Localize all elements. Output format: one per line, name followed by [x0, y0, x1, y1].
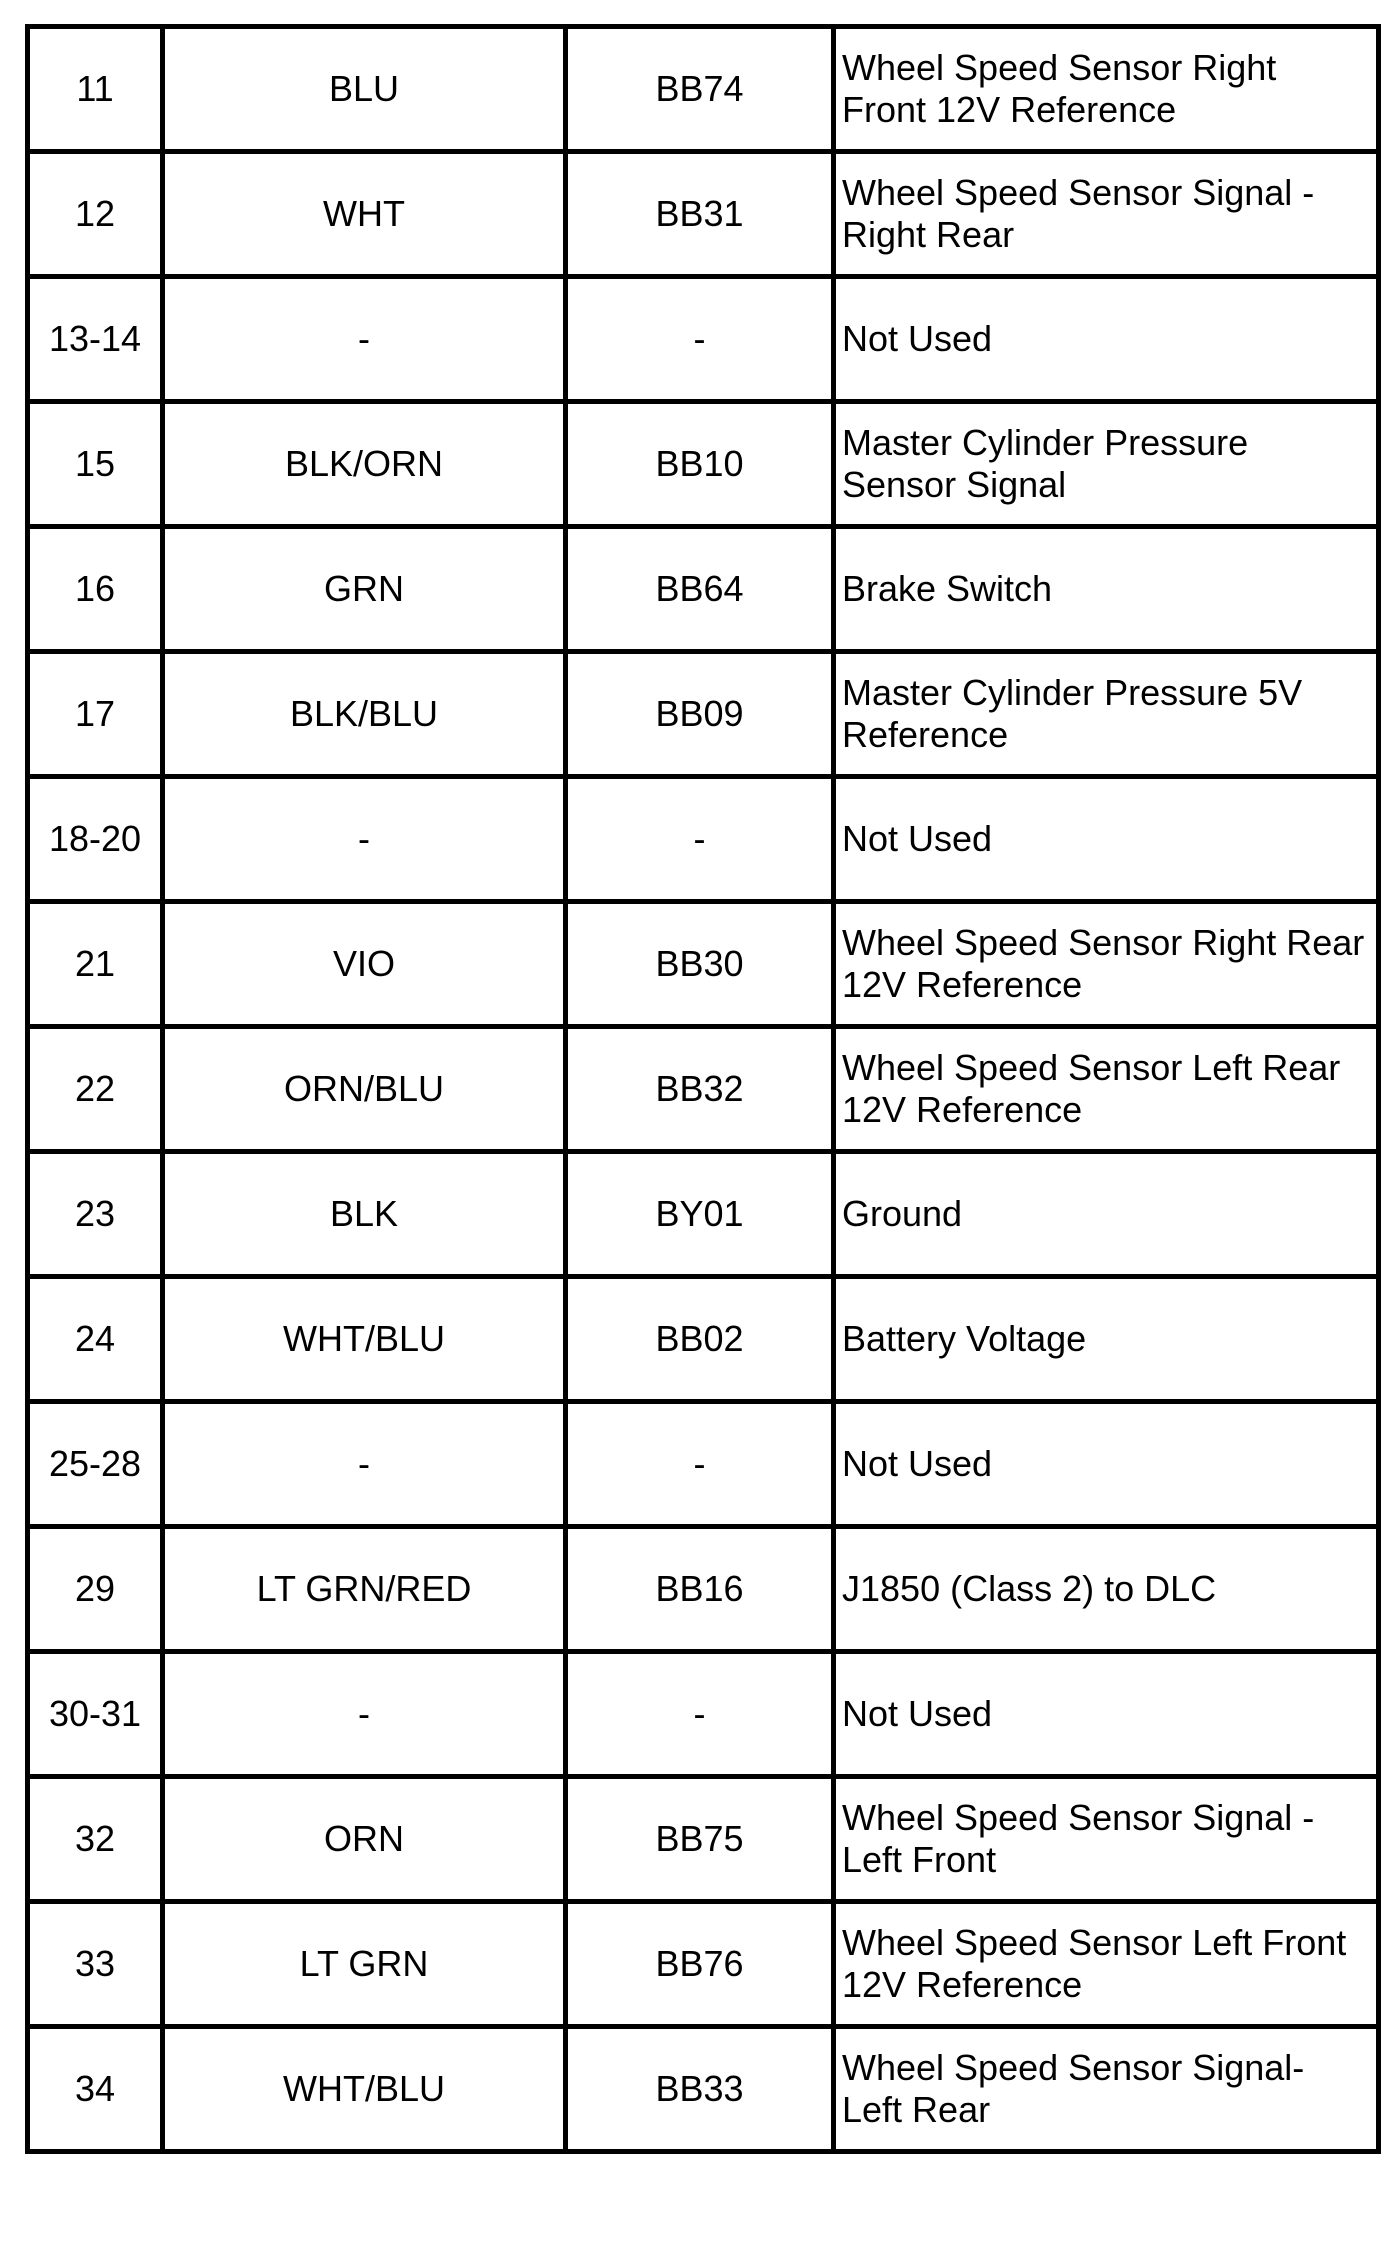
pin-cell: 21: [28, 902, 163, 1027]
table-row: [28, 1277, 1379, 1402]
pin-cell: 25-28: [28, 1402, 163, 1527]
pin-cell: 11: [28, 27, 163, 152]
pin-cell: 30-31: [28, 1652, 163, 1777]
function-cell: Wheel Speed Sensor Signal - Left Front: [834, 1777, 1379, 1902]
wire-color-cell: -: [163, 1402, 566, 1527]
function-cell: Not Used: [834, 777, 1379, 902]
table-row: [28, 1402, 1379, 1527]
table-row: [28, 1527, 1379, 1652]
wire-color-cell: WHT/BLU: [163, 2027, 566, 2152]
pin-cell: 22: [28, 1027, 163, 1152]
function-cell: Not Used: [834, 1652, 1379, 1777]
pin-cell: 32: [28, 1777, 163, 1902]
pin-cell: 15: [28, 402, 163, 527]
table-row: [28, 402, 1379, 527]
pin-cell: 16: [28, 527, 163, 652]
circuit-cell: BB10: [566, 402, 834, 527]
pin-cell: 29: [28, 1527, 163, 1652]
table-row: [28, 1652, 1379, 1777]
function-cell: Not Used: [834, 1402, 1379, 1527]
circuit-cell: -: [566, 1652, 834, 1777]
wire-color-cell: WHT: [163, 152, 566, 277]
circuit-cell: BB02: [566, 1277, 834, 1402]
function-cell: Wheel Speed Sensor Signal - Right Rear: [834, 152, 1379, 277]
function-cell: Brake Switch: [834, 527, 1379, 652]
pin-cell: 12: [28, 152, 163, 277]
function-cell: Not Used: [834, 277, 1379, 402]
table-row: [28, 277, 1379, 402]
pin-cell: 33: [28, 1902, 163, 2027]
wire-color-cell: LT GRN: [163, 1902, 566, 2027]
circuit-cell: BB76: [566, 1902, 834, 2027]
table-row: [28, 1902, 1379, 2027]
circuit-cell: BB74: [566, 27, 834, 152]
function-cell: Wheel Speed Sensor Right Rear 12V Reference: [834, 902, 1379, 1027]
function-cell: J1850 (Class 2) to DLC: [834, 1527, 1379, 1652]
circuit-cell: BB64: [566, 527, 834, 652]
function-cell: Battery Voltage: [834, 1277, 1379, 1402]
function-cell: Wheel Speed Sensor Right Front 12V Reference: [834, 27, 1379, 152]
pin-cell: 24: [28, 1277, 163, 1402]
function-cell: Master Cylinder Pressure 5V Reference: [834, 652, 1379, 777]
circuit-cell: -: [566, 1402, 834, 1527]
function-cell: Wheel Speed Sensor Signal- Left Rear: [834, 2027, 1379, 2152]
table-row: [28, 1777, 1379, 1902]
pinout-table: [25, 24, 1381, 2154]
wire-color-cell: BLK/BLU: [163, 652, 566, 777]
pin-cell: 34: [28, 2027, 163, 2152]
circuit-cell: BB30: [566, 902, 834, 1027]
circuit-cell: BB75: [566, 1777, 834, 1902]
circuit-cell: BB33: [566, 2027, 834, 2152]
circuit-cell: BB16: [566, 1527, 834, 1652]
pinout-table-body: [28, 27, 1379, 2152]
wire-color-cell: -: [163, 1652, 566, 1777]
table-row: [28, 2027, 1379, 2152]
wire-color-cell: ORN: [163, 1777, 566, 1902]
wire-color-cell: -: [163, 277, 566, 402]
table-row: [28, 1027, 1379, 1152]
circuit-cell: BY01: [566, 1152, 834, 1277]
circuit-cell: -: [566, 777, 834, 902]
function-cell: Ground: [834, 1152, 1379, 1277]
pin-cell: 13-14: [28, 277, 163, 402]
wire-color-cell: LT GRN/RED: [163, 1527, 566, 1652]
circuit-cell: BB32: [566, 1027, 834, 1152]
function-cell: Wheel Speed Sensor Left Front 12V Reference: [834, 1902, 1379, 2027]
circuit-cell: BB09: [566, 652, 834, 777]
wire-color-cell: BLK/ORN: [163, 402, 566, 527]
wire-color-cell: -: [163, 777, 566, 902]
wire-color-cell: BLK: [163, 1152, 566, 1277]
circuit-cell: -: [566, 277, 834, 402]
wire-color-cell: BLU: [163, 27, 566, 152]
table-row: [28, 777, 1379, 902]
wire-color-cell: VIO: [163, 902, 566, 1027]
table-row: [28, 152, 1379, 277]
wire-color-cell: GRN: [163, 527, 566, 652]
pin-cell: 23: [28, 1152, 163, 1277]
circuit-cell: BB31: [566, 152, 834, 277]
function-cell: Wheel Speed Sensor Left Rear 12V Reference: [834, 1027, 1379, 1152]
pin-cell: 18-20: [28, 777, 163, 902]
table-row: [28, 902, 1379, 1027]
table-row: [28, 652, 1379, 777]
wire-color-cell: ORN/BLU: [163, 1027, 566, 1152]
table-row: [28, 27, 1379, 152]
function-cell: Master Cylinder Pressure Sensor Signal: [834, 402, 1379, 527]
table-row: [28, 1152, 1379, 1277]
pin-cell: 17: [28, 652, 163, 777]
table-row: [28, 527, 1379, 652]
wire-color-cell: WHT/BLU: [163, 1277, 566, 1402]
